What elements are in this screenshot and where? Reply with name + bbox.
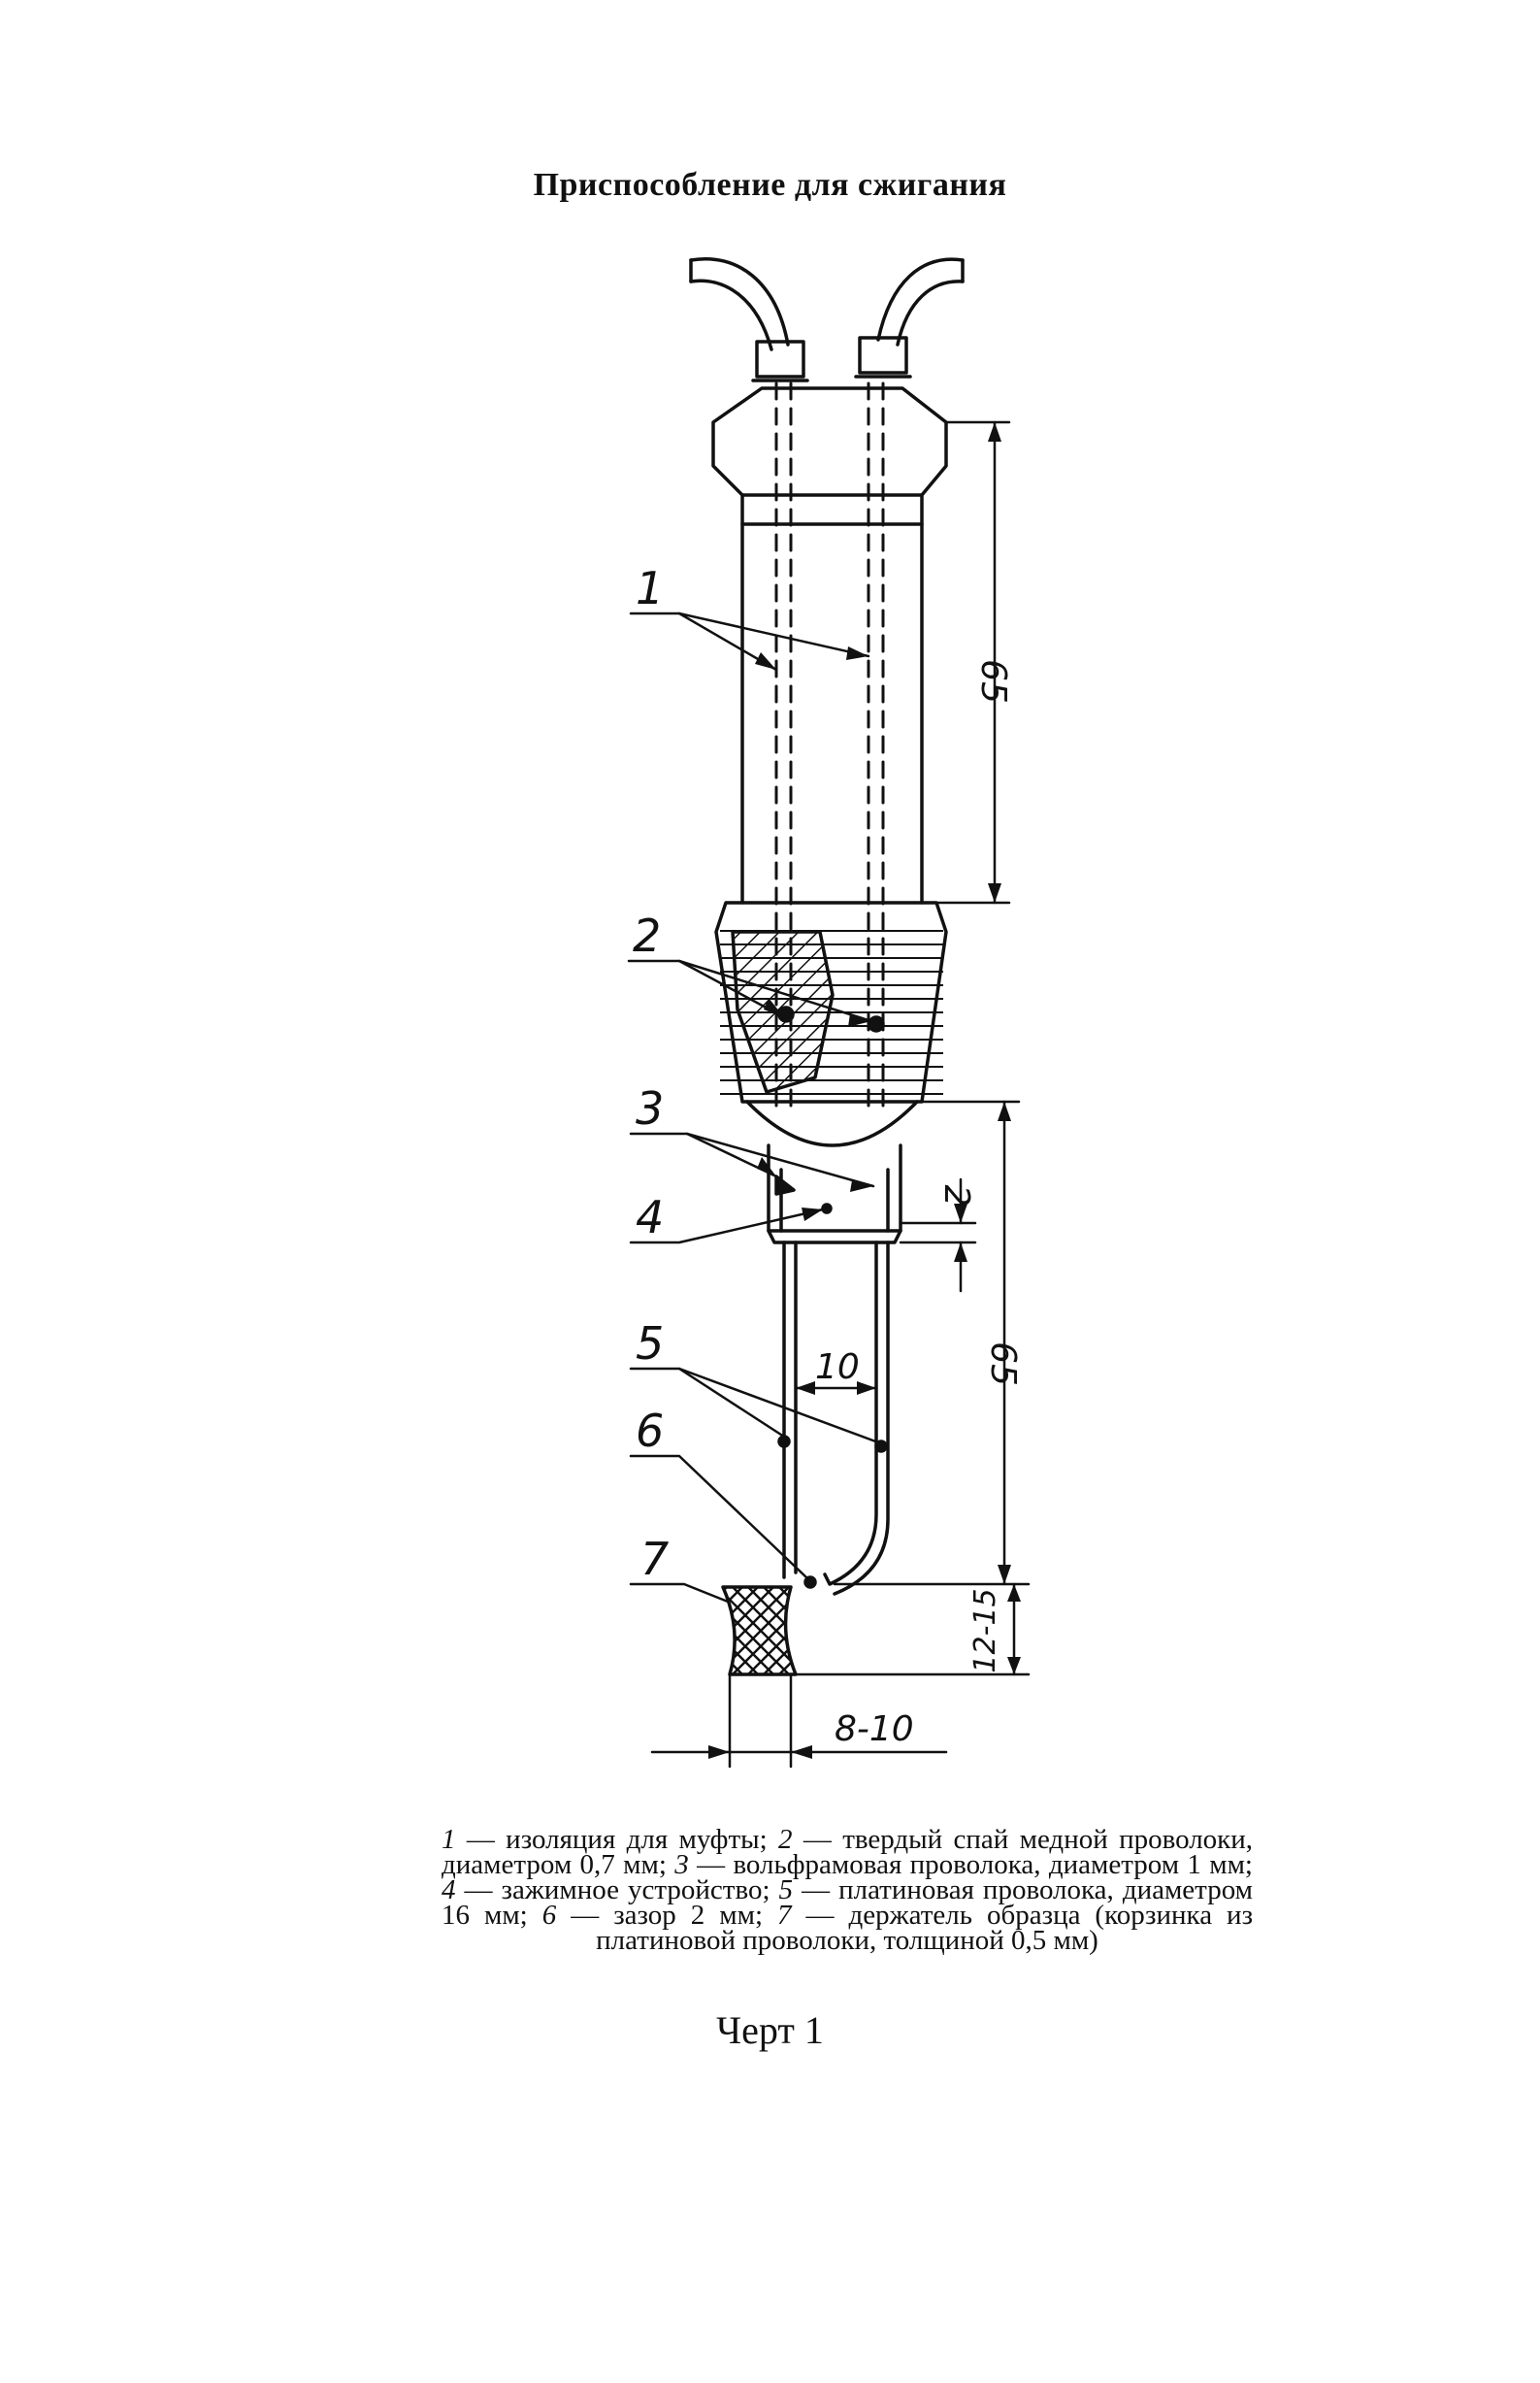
solder-joint-right xyxy=(869,1017,883,1031)
dimension-texts xyxy=(815,659,1023,1749)
insulation-tube xyxy=(742,524,922,903)
dim-holder-width: 8-10 xyxy=(835,1709,914,1749)
legend-item-2: 2 — твердый спай медной проволоки, диаметром 0,7 мм; xyxy=(442,1824,1254,1880)
label-3: 3 xyxy=(636,1082,665,1135)
cable-connector-left xyxy=(753,342,807,381)
label-1: 1 xyxy=(636,562,665,614)
legend-item-7: 7 — держатель образца (корзинка из платиновой проволоки, толщиной 0,5 мм) xyxy=(596,1900,1254,1956)
label-5: 5 xyxy=(636,1317,665,1370)
legend-item-3: 3 — вольфрамовая проволока, диаметром 1 мм; xyxy=(674,1849,1253,1880)
label-6: 6 xyxy=(636,1405,665,1457)
lower-head xyxy=(747,1102,917,1145)
cable-right xyxy=(878,259,963,345)
label-2: 2 xyxy=(633,910,662,962)
dim-gap-2: 2 xyxy=(936,1184,976,1208)
legend-caption xyxy=(442,1824,1254,1956)
clamping-device xyxy=(769,1145,901,1242)
legend-item-6: 6 — зазор 2 мм; xyxy=(541,1900,764,1931)
platinum-wire-right xyxy=(825,1242,888,1594)
head-cap xyxy=(713,388,946,524)
legend-item-5: 5 — платиновая проволока, диаметром 16 мм; xyxy=(442,1874,1254,1931)
legend-item-1: 1 — изоляция для муфты; xyxy=(442,1824,768,1855)
cable-left xyxy=(691,259,788,349)
figure-label: Черт 1 xyxy=(716,2008,824,2052)
threaded-coupling xyxy=(716,903,946,1102)
figure-title: Приспособление для сжигания xyxy=(533,167,1007,203)
label-4: 4 xyxy=(636,1191,665,1243)
dim-holder-height: 12-15 xyxy=(968,1588,1002,1673)
dim-lower-65: 65 xyxy=(983,1341,1023,1386)
legend-item-4: 4 — зажимное устройство; xyxy=(442,1874,770,1905)
part-labels xyxy=(633,562,669,1585)
sample-holder-basket xyxy=(723,1587,796,1674)
label-7: 7 xyxy=(640,1533,670,1585)
cable-connector-right xyxy=(856,338,910,377)
dim-upper-65: 65 xyxy=(973,659,1013,704)
dim-spacing-10: 10 xyxy=(815,1347,860,1387)
